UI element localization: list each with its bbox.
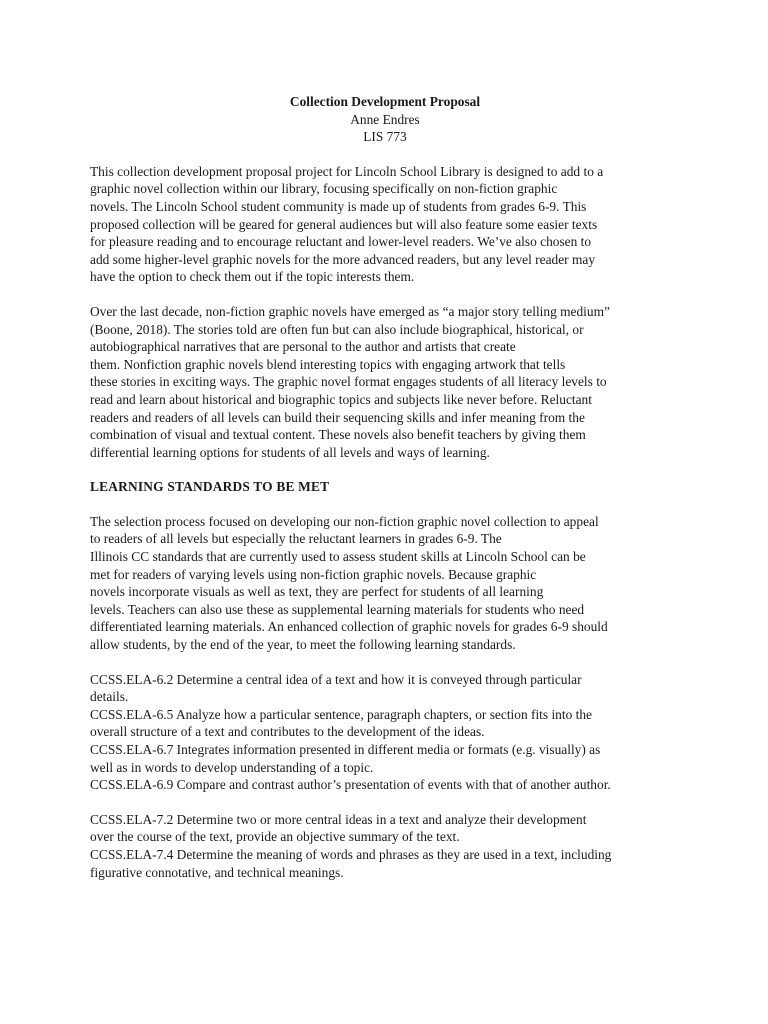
standard-item: CCSS.ELA-6.9 Compare and contrast author’s presentation of events with that of another author. xyxy=(90,777,611,793)
author-name: Anne Endres xyxy=(350,111,420,127)
standard-item: CCSS.ELA-6.2 Determine a central idea of a text and how it is conveyed through particular details. xyxy=(90,671,582,705)
document-title: Collection Development Proposal xyxy=(289,94,481,109)
standards-grade-6 xyxy=(90,671,680,794)
standard-item: CCSS.ELA-6.5 Analyze how a particular sentence, paragraph chapters, or section fits into the overall structure of a text and contributes to the development of the ideas. xyxy=(90,706,592,740)
standards-grade-7 xyxy=(90,811,680,881)
standard-item: CCSS.ELA-6.7 Integrates information presented in different media or formats (e.g. visually) as well as in words to develop understanding of a topic. xyxy=(90,742,601,775)
title-block xyxy=(90,93,680,146)
document-page xyxy=(90,93,680,898)
standard-item: CCSS.ELA-7.2 Determine two or more central ideas in a text and analyze their development over the course of the text, provide an objective summary of the text. xyxy=(90,811,587,845)
intro-paragraph: This collection development proposal project for Lincoln School Library is designed to add to a graphic novel collection within our library, focusing specifically on non-fiction graphic novels. The Lincoln School student community is made up of students from grades 6-9. This proposed collection will be geared for general audiences but will also feature some easier texts for pleasure reading and to encourage reluctant and lower-level readers. We’ve also chosen to add some higher-level graphic novels for the more advanced readers, but any level reader may have the option to check them out if the topic interests them. xyxy=(90,163,604,285)
standards-intro-paragraph: The selection process focused on developing our non-fiction graphic novel collection to appeal to readers of all levels but especially the reluctant learners in grades 6-9. The Illinois CC standards that are currently used to assess student skills at Lincoln School can be met for readers of varying levels using non-fiction graphic novels. Because graphic novels incorporate visuals as well as text, they are perfect for students of all learning levels. Teachers can also use these as supplemental learning materials for students who need differentiated learning materials. An enhanced collection of graphic novels for grades 6-9 should allow students, by the end of the year, to meet the following learning standards. xyxy=(90,513,608,653)
background-paragraph: Over the last decade, non-fiction graphic novels have emerged as “a major story telling medium” (Boone, 2018). The stories told are often fun but can also include biographical, historical, or autobiographical narratives that are personal to the author and artists that create them. Nonfiction graphic novels blend interesting topics with engaging artwork that tells these stories in exciting ways. The graphic novel format engages students of all literacy levels to read and learn about historical and biographic topics and subjects like never before. Reluctant readers and readers of all levels can build their sequencing skills and infer meaning from the combination of visual and textual content. These novels also benefit teachers by giving them differential learning options for students of all levels and ways of learning. xyxy=(90,303,610,460)
standard-item: CCSS.ELA-7.4 Determine the meaning of words and phrases as they are used in a text, including figurative connotative, and technical meanings. xyxy=(90,846,612,880)
section-heading: LEARNING STANDARDS TO BE MET xyxy=(90,479,330,495)
course-code: LIS 773 xyxy=(363,129,407,145)
